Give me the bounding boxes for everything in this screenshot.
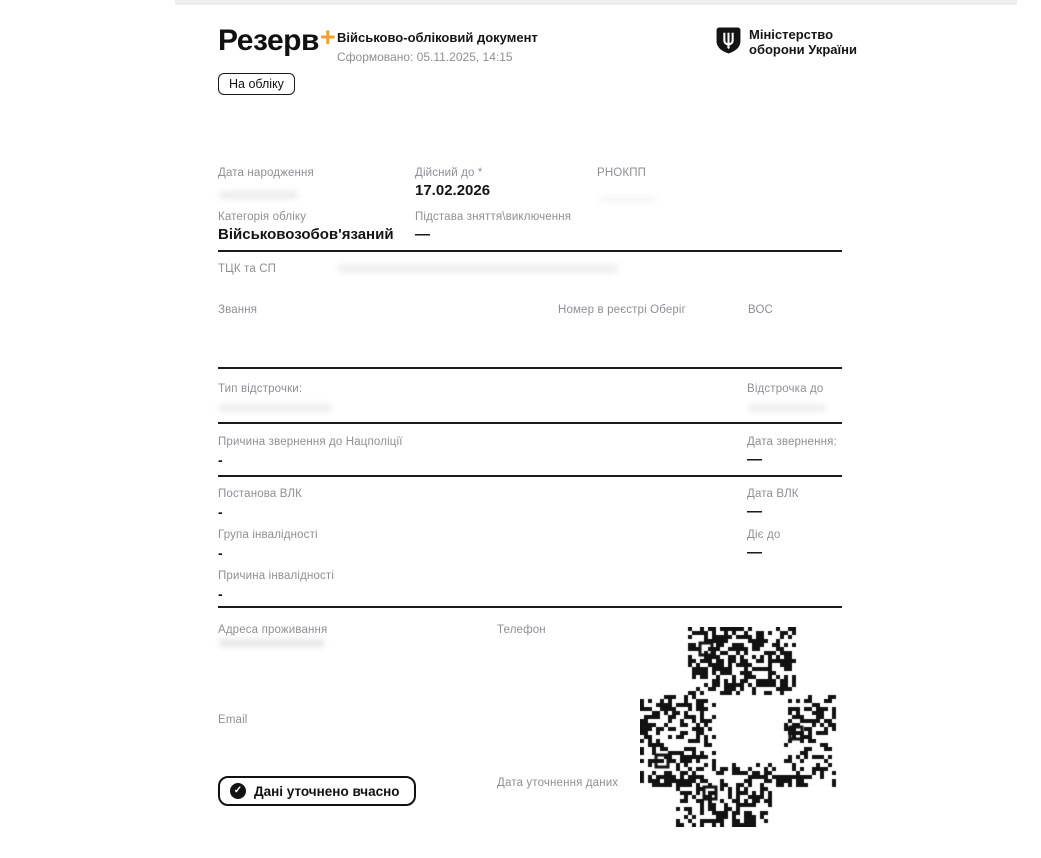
ministry-name: Міністерство оборони України bbox=[749, 27, 858, 57]
card-top-edge bbox=[175, 0, 1017, 5]
field-removal-reason: Підстава зняття\виключення — bbox=[415, 211, 572, 243]
redacted-rnokpp bbox=[600, 197, 655, 202]
divider bbox=[218, 606, 842, 608]
redacted-birth-date bbox=[220, 191, 298, 199]
field-vlk-date: Дата ВЛК — bbox=[747, 488, 799, 520]
document-title-block bbox=[337, 30, 538, 64]
field-phone: Телефон bbox=[497, 624, 546, 636]
field-valid-until: Дійсний до * 17.02.2026 bbox=[415, 167, 491, 199]
field-data-update-date: Дата уточнення даних bbox=[497, 777, 619, 789]
redacted-deferral-until bbox=[748, 404, 826, 412]
field-deferral-until: Відстрочка до bbox=[747, 383, 824, 395]
divider bbox=[218, 250, 842, 252]
field-email: Email bbox=[218, 714, 248, 726]
field-vlk-resolution: Постанова ВЛК - bbox=[218, 488, 302, 520]
logo-plus-icon: + bbox=[319, 22, 336, 52]
trident-shield-icon bbox=[716, 27, 741, 59]
data-confirmed-button[interactable] bbox=[218, 776, 416, 806]
status-badge: На обліку bbox=[218, 73, 295, 95]
field-police-reason: Причина звернення до Нацполіції - bbox=[218, 436, 403, 468]
data-confirmed-label: Дані уточнено вчасно bbox=[254, 783, 400, 799]
redacted-tck bbox=[338, 264, 618, 273]
field-address: Адреса проживання bbox=[218, 624, 328, 636]
field-vos: ВОС bbox=[748, 304, 773, 316]
field-rnokpp: РНОКПП bbox=[597, 167, 647, 179]
document-title: Військово-обліковий документ bbox=[337, 30, 538, 45]
generated-timestamp: Сформовано: 05.11.2025, 14:15 bbox=[337, 50, 513, 64]
divider bbox=[218, 475, 842, 477]
ministry-block bbox=[716, 27, 857, 59]
field-category: Категорія обліку Військовозобов'язаний bbox=[218, 211, 394, 243]
redacted-address bbox=[219, 639, 324, 647]
logo-text: Резерв bbox=[218, 24, 319, 57]
reserve-plus-logo bbox=[218, 24, 335, 58]
field-disability-until: Діє до — bbox=[747, 529, 781, 561]
redacted-deferral-type bbox=[219, 404, 331, 412]
qr-code bbox=[640, 627, 840, 827]
field-police-date: Дата звернення: — bbox=[747, 436, 837, 468]
field-disability-reason: Причина інвалідності - bbox=[218, 570, 335, 602]
field-rank: Звання bbox=[218, 304, 258, 316]
divider bbox=[218, 422, 842, 424]
field-deferral-type: Тип відстрочки: bbox=[218, 383, 303, 395]
divider bbox=[218, 367, 842, 369]
field-tck: ТЦК та СП bbox=[218, 263, 277, 275]
field-disability-group: Група інвалідності - bbox=[218, 529, 318, 561]
field-birth-date: Дата народження bbox=[218, 167, 314, 179]
field-oberig-number: Номер в реєстрі Оберіг bbox=[558, 304, 686, 316]
check-circle-icon: ✓ bbox=[230, 783, 246, 799]
